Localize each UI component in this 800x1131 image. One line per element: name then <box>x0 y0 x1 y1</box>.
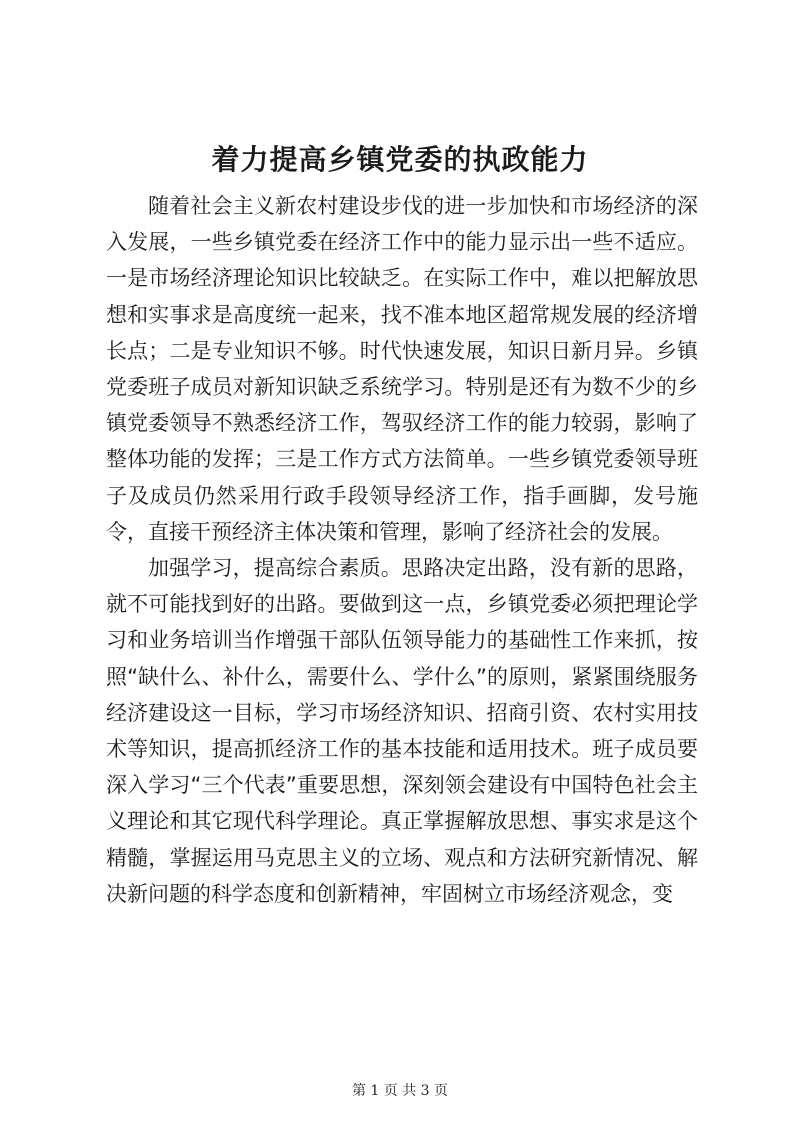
page-number-footer: 第 1 页 共 3 页 <box>351 1083 449 1099</box>
document-body <box>106 188 698 912</box>
document-title: 着力提高乡镇党委的执政能力 <box>211 143 589 176</box>
paragraph-1: 随着社会主义新农村建设步伐的进一步加快和市场经济的深入发展，一些乡镇党委在经济工作中的能力显示出一些不适应。一是市场经济理论知识比较缺乏。在实际工作中，难以把解放思想和实事求是高度统一起来，找不准本地区超常规发展的经济增长点；二是专业知识不够。时代快速发展，知识日新月异。乡镇党委班子成员对新知识缺乏系统学习。特别是还有为数不少的乡镇党委领导不熟悉经济工作，驾驭经济工作的能力较弱，影响了整体功能的发挥；三是工作方式方法简单。一些乡镇党委领导班子及成员仍然采用行政手段领导经济工作，指手画脚，发号施令，直接干预经济主体决策和管理，影响了经济社会的发展。 <box>106 194 698 544</box>
paragraph-2: 加强学习，提高综合素质。思路决定出路，没有新的思路，就不可能找到好的出路。要做到这一点，乡镇党委必须把理论学习和业务培训当作增强干部队伍领导能力的基础性工作来抓，按照“缺什么、补什么，需要什么、学什么”的原则，紧紧围绕服务经济建设这一目标，学习市场经济知识、招商引资、农村实用技术等知识，提高抓经济工作的基本技能和适用技术。班子成员要深入学习“三个代表”重要思想，深刻领会建设有中国特色社会主义理论和其它现代科学理论。真正掌握解放思想、事实求是这个精髓，掌握运用马克思主义的立场、观点和方法研究新情况、解决新问题的科学态度和创新精神，牢固树立市场经济观念，变 <box>106 556 698 906</box>
